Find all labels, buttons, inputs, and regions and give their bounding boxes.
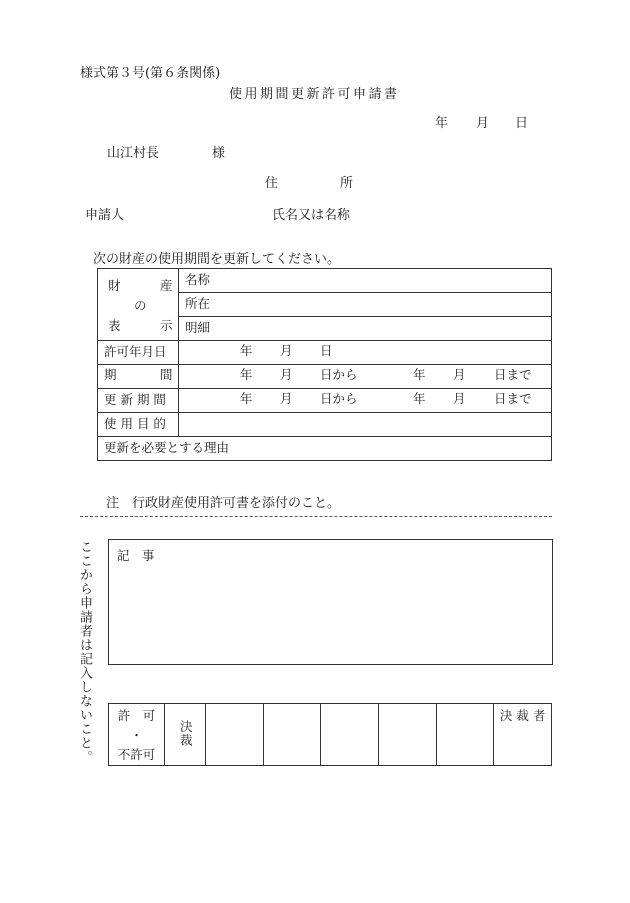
- period-label: [98, 365, 179, 389]
- property-details-cell[interactable]: [179, 317, 552, 341]
- period-from-day: 日から: [320, 367, 358, 383]
- property-location-cell[interactable]: [179, 293, 552, 317]
- property-header: [98, 269, 179, 341]
- renewal-to-month: 月: [453, 391, 466, 407]
- renewal-to-day: 日まで: [494, 391, 532, 407]
- purpose-label: 使 用 目 的: [98, 413, 179, 437]
- permit-date-field[interactable]: [179, 341, 552, 365]
- address-label-2: 所: [340, 176, 354, 191]
- address-label-1: 住: [265, 176, 279, 191]
- record-box[interactable]: [108, 539, 553, 665]
- decision-label: 決裁: [178, 719, 194, 747]
- addressee-honorific: 様: [212, 146, 226, 161]
- record-label: 記 事: [117, 548, 155, 563]
- reason-label: 更新を必要とする理由: [104, 440, 230, 456]
- page-title: 使用期間更新許可申請書: [229, 87, 400, 102]
- property-name-cell[interactable]: [179, 269, 552, 293]
- date-month-label: 月: [476, 116, 490, 131]
- renewal-period-label: 更 新 期 間: [98, 389, 179, 413]
- renewal-from-year: 年: [240, 391, 253, 407]
- reason-field[interactable]: [98, 437, 552, 461]
- permit-line: ・: [130, 727, 143, 743]
- property-header-char: 表: [108, 318, 121, 333]
- property-name-label: 名称: [185, 272, 211, 288]
- period-from-year: 年: [240, 367, 253, 383]
- stamp-cell[interactable]: [263, 704, 321, 766]
- property-location-label: 所在: [185, 296, 211, 312]
- decider-cell[interactable]: [494, 704, 552, 766]
- stamp-cell[interactable]: [321, 704, 379, 766]
- permit-year: 年: [240, 343, 253, 359]
- period-label-char: 間: [160, 367, 173, 383]
- period-to-day: 日まで: [494, 367, 532, 383]
- stamp-cell[interactable]: [378, 704, 436, 766]
- addressee-name: 山江村長: [107, 146, 160, 161]
- attachment-note: 注 行政財産使用許可書を添付のこと。: [106, 496, 341, 511]
- permit-day: 日: [320, 343, 333, 359]
- applicant-label: 申請人: [85, 208, 125, 223]
- period-from-month: 月: [280, 367, 293, 383]
- cut-line: [80, 516, 552, 517]
- form-number: 様式第３号(第６条関係): [80, 66, 221, 81]
- renewal-period-field[interactable]: [179, 389, 552, 413]
- period-to-year: 年: [413, 367, 426, 383]
- office-use-note: ここから申請者は記入しないこと。: [77, 540, 92, 764]
- purpose-field[interactable]: [179, 413, 552, 437]
- property-header-char: 財: [108, 278, 121, 293]
- decision-cell: [165, 704, 206, 766]
- request-text: 次の財産の使用期間を更新してください。: [93, 252, 341, 267]
- period-to-month: 月: [453, 367, 466, 383]
- application-table: [97, 268, 552, 461]
- property-header-char: の: [134, 298, 147, 313]
- date-day-label: 日: [515, 116, 529, 131]
- permit-month: 月: [280, 343, 293, 359]
- property-header-char: 産: [160, 278, 173, 293]
- renewal-from-month: 月: [280, 391, 293, 407]
- approval-table: [108, 703, 552, 766]
- decider-label: 決 裁 者: [499, 708, 546, 723]
- permit-line: 許 可: [117, 708, 156, 723]
- permit-date-label: 許可年月日: [98, 341, 179, 365]
- period-label-char: 期: [104, 367, 117, 383]
- date-year-label: 年: [435, 116, 449, 131]
- stamp-cell[interactable]: [436, 704, 494, 766]
- permit-line: 不許可: [117, 747, 156, 762]
- property-header-char: 示: [160, 318, 173, 333]
- property-details-label: 明細: [185, 320, 211, 336]
- renewal-from-day: 日から: [320, 391, 358, 407]
- name-label: 氏名又は名称: [272, 208, 351, 223]
- renewal-to-year: 年: [413, 391, 426, 407]
- stamp-cell[interactable]: [206, 704, 264, 766]
- permit-cell[interactable]: [109, 704, 165, 766]
- period-field[interactable]: [179, 365, 552, 389]
